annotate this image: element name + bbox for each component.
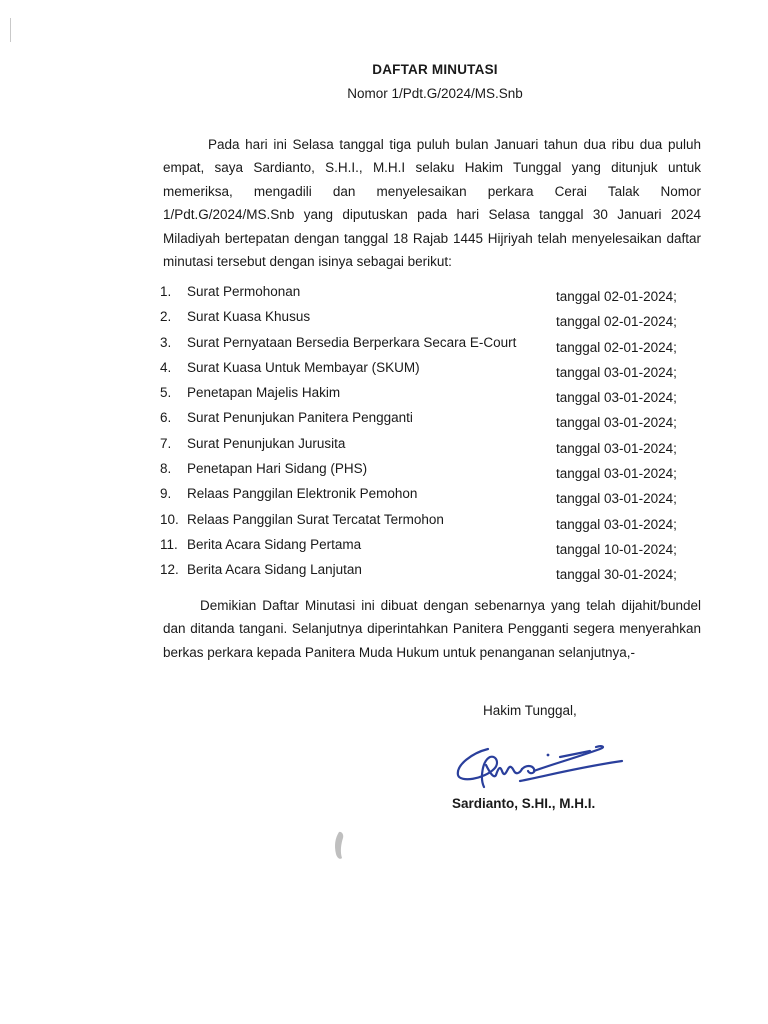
item-date: tanggal 10-01-2024; — [556, 541, 677, 557]
list-item — [160, 304, 695, 329]
item-label: Berita Acara Sidang Lanjutan — [187, 562, 362, 578]
item-date: tanggal 02-01-2024; — [556, 314, 677, 330]
list-item — [160, 330, 695, 355]
item-date: tanggal 03-01-2024; — [556, 491, 677, 507]
item-date: tanggal 03-01-2024; — [556, 516, 677, 532]
document-number: Nomor 1/Pdt.G/2024/MS.Snb — [347, 86, 523, 101]
item-label: Relaas Panggilan Elektronik Pemohon — [187, 486, 418, 502]
scan-smudge — [332, 830, 346, 862]
item-date: tanggal 03-01-2024; — [556, 390, 677, 406]
item-number: 11. — [160, 536, 178, 552]
item-number: 12. — [160, 562, 179, 578]
scan-edge-mark — [10, 18, 11, 42]
item-number: 10. — [160, 511, 179, 527]
list-item — [160, 532, 695, 557]
list-item — [160, 431, 695, 456]
item-number: 8. — [160, 461, 172, 477]
closing-paragraph: Demikian Daftar Minutasi ini dibuat dengan sebenarnya yang telah dijahit/bundel dan ditanda tangani. Selanjutnya diperintahkan Panitera Pengganti segera menyerahkan berkas perkara kepada Panitera Muda Hukum untuk penanganan selanjutnya,- — [163, 598, 701, 660]
list-item — [160, 557, 695, 582]
item-date: tanggal 30-01-2024; — [556, 567, 677, 583]
item-number: 3. — [160, 334, 172, 350]
list-item — [160, 279, 695, 304]
item-label: Relaas Panggilan Surat Tercatat Termohon — [187, 511, 444, 527]
item-label: Penetapan Hari Sidang (PHS) — [187, 461, 368, 477]
item-date: tanggal 03-01-2024; — [556, 466, 677, 482]
closing-title: Hakim Tunggal, — [483, 703, 577, 718]
item-label: Surat Pernyataan Bersedia Berperkara Secara E-Court — [187, 334, 517, 350]
item-date: tanggal 03-01-2024; — [556, 440, 677, 456]
minutasi-list — [160, 279, 695, 583]
item-label: Surat Kuasa Khusus — [187, 309, 311, 325]
item-label: Surat Penunjukan Jurusita — [187, 435, 346, 451]
item-label: Berita Acara Sidang Pertama — [187, 536, 362, 552]
document-title: DAFTAR MINUTASI — [372, 62, 498, 77]
intro-paragraph: Pada hari ini Selasa tanggal tiga puluh bulan Januari tahun dua ribu dua puluh empat, saya Sardianto, S.H.I., M.H.I selaku Hakim Tunggal yang ditunjuk untuk memeriksa, mengadili dan menyelesaikan perkara Cerai Talak Nomor 1/Pdt.G/2024/MS.Snb yang diputuskan pada hari Selasa tanggal 30 Januari 2024 Miladiyah bertepatan dengan tanggal 18 Rajab 1445 Hijriyah telah menyelesaikan daftar minutasi tersebut dengan isinya sebagai berikut: — [163, 137, 701, 270]
list-item — [160, 456, 695, 481]
signature-image — [450, 735, 630, 795]
list-item — [160, 405, 695, 430]
item-date: tanggal 03-01-2024; — [556, 415, 677, 431]
signer-name: Sardianto, S.HI., M.H.I. — [452, 796, 596, 811]
item-label: Surat Penunjukan Panitera Pengganti — [187, 410, 413, 426]
list-item — [160, 355, 695, 380]
item-label: Surat Permohonan — [187, 284, 301, 299]
item-number: 6. — [160, 410, 172, 426]
list-item — [160, 380, 695, 405]
item-label: Surat Kuasa Untuk Membayar (SKUM) — [187, 359, 420, 375]
item-date: tanggal 02-01-2024; — [556, 289, 677, 304]
item-number: 4. — [160, 359, 172, 375]
item-date: tanggal 02-01-2024; — [556, 339, 677, 355]
item-date: tanggal 03-01-2024; — [556, 364, 677, 380]
item-number: 5. — [160, 385, 172, 401]
item-label: Penetapan Majelis Hakim — [187, 385, 341, 401]
list-item — [160, 507, 695, 532]
item-number: 1. — [160, 284, 172, 299]
item-number: 7. — [160, 435, 172, 451]
item-number: 2. — [160, 309, 172, 325]
item-number: 9. — [160, 486, 172, 502]
list-item — [160, 481, 695, 506]
